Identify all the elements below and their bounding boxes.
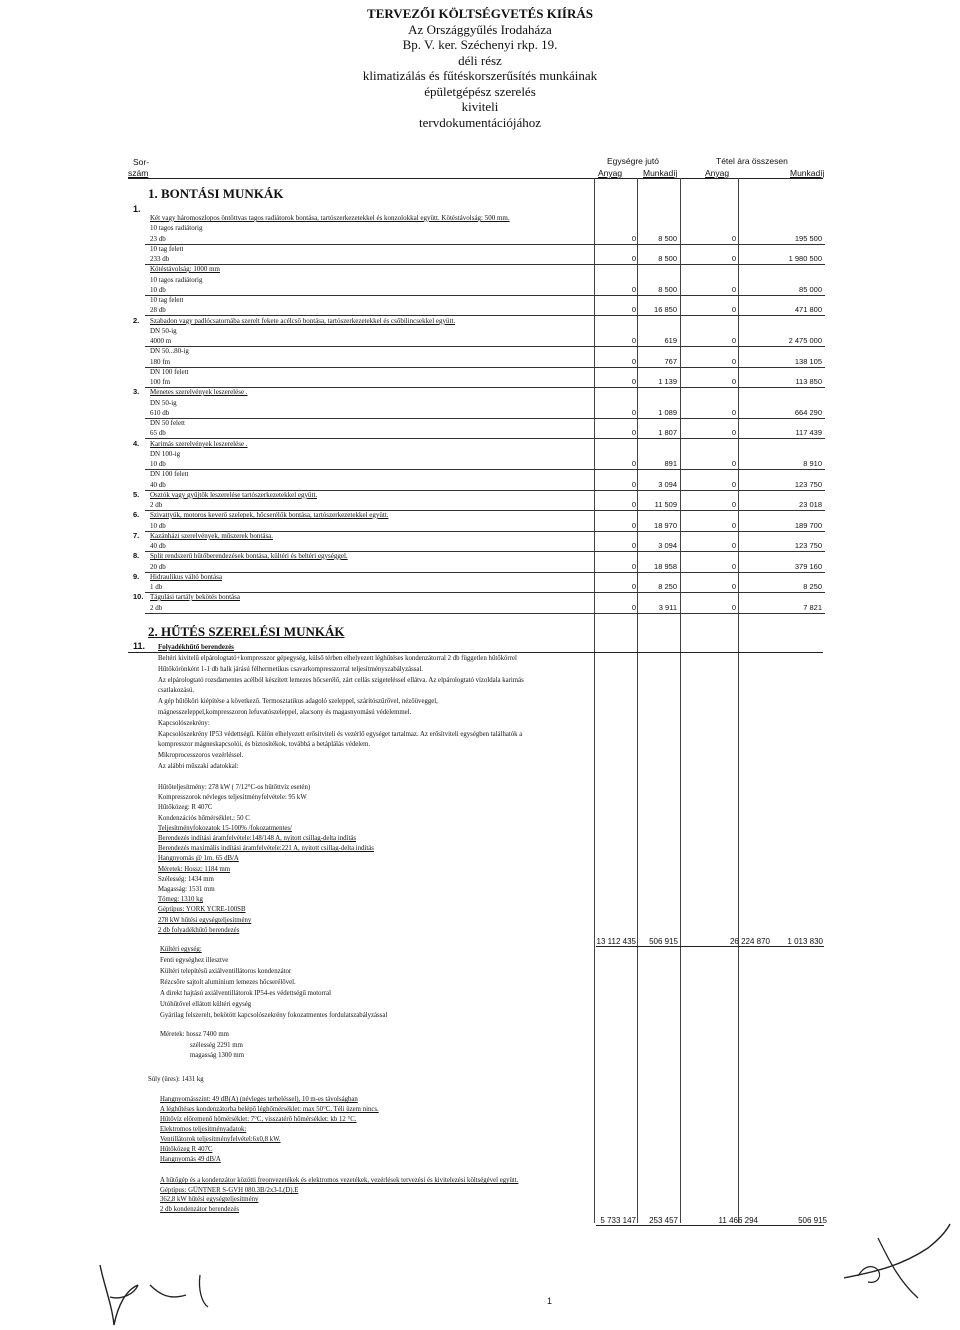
text-line: Géptípus: GÜNTNER S-GVH 080.3B/2x3-L(D).E: [160, 1187, 299, 1194]
item-description: 65 db: [150, 429, 166, 437]
signature-right: [838, 1218, 956, 1308]
total-labor: 506 915: [798, 1216, 827, 1225]
item-value: 2 475 000: [788, 336, 822, 345]
total-labor-unit: 506 915: [649, 937, 678, 946]
item-value: 0: [631, 500, 636, 509]
total-rule: [596, 1225, 824, 1226]
item-description: Split rendszerű hűtőberendezések bontása, kültéri és beltéri egységgel.: [150, 552, 348, 560]
row-rule: [145, 346, 825, 347]
text-line: 2 db kondenzátor berendezés: [160, 1206, 240, 1213]
text-line: Hangnyomásszint: 49 dB(A) (névleges terheléssel), 10 m-es távolságban: [160, 1096, 358, 1103]
item-value: 0: [631, 254, 636, 263]
text-line: Fenti egységhez illesztve: [160, 957, 229, 964]
item-description: 4000 m: [150, 337, 172, 345]
item-number: 8.: [133, 551, 140, 560]
item-value: 0: [631, 285, 636, 294]
section-title: 2. HŰTÉS SZERELÉSI MUNKÁK: [148, 624, 345, 639]
item-value: 8 250: [803, 582, 822, 591]
item-value: 0: [631, 408, 636, 417]
item-value: 18 970: [654, 521, 677, 530]
item-description: 2 db: [150, 604, 163, 612]
column-divider: [594, 178, 595, 1223]
document-header: [0, 6, 960, 130]
row-rule: [145, 295, 825, 296]
item-number: 6.: [133, 510, 140, 519]
text-line: Tömeg: 1310 kg: [158, 896, 203, 903]
text-line: Méretek: Hossz: 1184 mm: [158, 866, 231, 873]
row-rule: [128, 652, 823, 653]
item-value: 1 807: [658, 428, 677, 437]
text-line: Rézcsőre sajtolt alumínium lemezes hőcserélővel.: [160, 979, 296, 986]
item-value: 1 089: [658, 408, 677, 417]
text-line: Kapcsolószekrény IP53 védettségű. Külön elhelyezett erősítviteli és vezérlő egységet tartalmaz. Az erősítviteli egységben találhatók a: [158, 731, 523, 738]
item-value: 11 509: [654, 500, 677, 509]
weight-text: Súly (üres): 1431 kg: [148, 1076, 204, 1083]
text-line: Berendezés maximális indítási áramfelvétele:221 A, nyitott csillag-delta indítás: [158, 845, 374, 852]
item-value: 23 018: [799, 500, 822, 509]
item-value: 8 500: [658, 234, 677, 243]
row-rule: [145, 613, 825, 614]
item-value: 0: [731, 234, 736, 243]
item-description: 610 db: [150, 409, 170, 417]
item-value: 0: [731, 305, 736, 314]
item-description: Szivattyúk, motoros keverő szelepek, hőcserélők bontása, tartószerkezetekkel együtt.: [150, 511, 389, 519]
row-rule: [145, 315, 825, 316]
item-value: 1 980 500: [788, 254, 822, 263]
text-line: Hangnyomás 49 dB/A: [160, 1156, 221, 1163]
text-line: A hűtőgép és a kondenzátor közötti freonvezetékek és elektromos vezetékek, vezérlések tervezési és kivitelezési költségével együtt.: [160, 1177, 519, 1184]
item-description: 10 db: [150, 460, 166, 468]
text-line: Gyárilag felszerelt, bekötött kapcsolószekrény fokozatmentes fordulatszabályzással: [160, 1012, 388, 1019]
item-description: 10 tagos radiátorig: [150, 224, 203, 232]
item-description: 28 db: [150, 306, 166, 314]
text-line: Magasság: 1531 mm: [158, 886, 215, 893]
header-line: klimatizálás és fűtéskorszerűsítés munkáinak: [362, 68, 598, 83]
header-line: kiviteli: [461, 99, 499, 114]
text-line: Teljesítményfokozatok 15-100% /fokozatmentes/: [158, 825, 292, 832]
text-line: Szélesség: 1434 mm: [158, 876, 214, 883]
signature-left: [90, 1245, 310, 1330]
item-description: Karimás szerelvények leszerelése .: [150, 440, 248, 448]
item-description: DN 50-ig: [150, 399, 177, 407]
item-value: 195 500: [794, 234, 822, 243]
row-rule: [145, 418, 825, 419]
item-number: 1.: [133, 204, 141, 214]
col-header-tetel: Tétel ára összesen: [716, 156, 788, 166]
item-value: 117 439: [795, 428, 822, 437]
col-header-anyag: Anyag: [598, 168, 623, 178]
item-description: Két vagy háromoszlopos öntöttvas tagos radiátorok bontása, tartószerkezetekkel és konzolokkal együtt. Kötéstávolság: 500 mm.: [150, 214, 510, 222]
item-number: 2.: [133, 316, 140, 325]
item-value: 0: [631, 428, 636, 437]
text-line: Mikroprocesszoros vezérléssel.: [158, 752, 244, 759]
text-line: Elektromos teljesítményadatok:: [160, 1126, 247, 1133]
row-rule: [145, 469, 825, 470]
section-title: 1. BONTÁSI MUNKÁK: [148, 186, 284, 201]
header-line: Bp. V. ker. Széchenyi rkp. 19.: [402, 37, 558, 52]
text-line: Kültéri telepítésű axiálventillátoros kondenzátor: [160, 968, 292, 975]
item-description: Kötéstávolság: 1000 mm: [150, 265, 220, 273]
text-line: magasság 1300 mm: [190, 1052, 244, 1059]
item-value: 0: [731, 480, 736, 489]
item-value: 0: [631, 336, 636, 345]
total-material: 11 466 294: [718, 1216, 758, 1225]
text-line: Utóhűtővel ellátott kültéri egység: [160, 1001, 252, 1008]
item-value: 8 500: [658, 254, 677, 263]
text-line: Hangnyomás @ 1m. 65 dB/A: [158, 855, 239, 862]
text-line: mágnesszeleppel,kompresszoron lefuvatószeleppel, alacsony és magasnyomású védelemmel.: [158, 709, 412, 716]
item-description: Szabadon vagy padlócsatornába szerelt fekete acélcső bontása, tartószerkezetekkel és csőbilincsekkel együtt.: [150, 317, 456, 325]
text-line: Kompresszorok névleges teljesítményfelvétele: 95 kW: [158, 794, 307, 801]
item-value: 471 800: [794, 305, 822, 314]
item-value: 3 094: [658, 541, 677, 550]
col-header-sor: Sor-: [133, 157, 150, 167]
item-value: 113 850: [795, 377, 822, 386]
column-divider: [680, 178, 681, 1223]
item-value: 138 105: [794, 357, 822, 366]
item-description: 10 tag felett: [150, 245, 184, 253]
text-line: Géptípus: YORK YCRE-100SB: [158, 906, 246, 913]
header-line: épületgépész szerelés: [424, 83, 536, 99]
text-line: Hűtőközeg: R 407C: [158, 804, 213, 811]
col-header-anyag-total: Anyag: [705, 168, 730, 178]
text-line: Méretek: hossz 7400 mm: [160, 1031, 229, 1038]
item-value: 0: [631, 459, 636, 468]
item-value: 0: [731, 428, 736, 437]
text-line: 278 kW hűtési egységteljesítmény: [158, 917, 252, 924]
item-value: 16 850: [654, 305, 677, 314]
item-value: 0: [731, 521, 736, 530]
item-number: 7.: [133, 531, 140, 540]
header-line: déli rész: [458, 52, 502, 68]
item-value: 189 700: [794, 521, 822, 530]
row-rule: [145, 592, 825, 593]
item-description: 40 db: [150, 481, 166, 489]
item-value: 379 160: [794, 562, 822, 571]
item-value: 85 000: [799, 285, 822, 294]
item-description: Kazánházi szerelvények, műszerek bontása.: [150, 532, 274, 540]
item-description: 10 tag felett: [150, 296, 184, 304]
item-description: 10 db: [150, 286, 166, 294]
row-rule: [145, 572, 825, 573]
item-description: Menetes szerelvények leszerelése .: [150, 388, 248, 396]
item-description: 2 db: [150, 501, 163, 509]
text-line: Hűtővíz előremenő hőmérséklet: 7°C, visszatérő hőmérséklet: kb 12 °C.: [160, 1116, 357, 1123]
item-number: 9.: [133, 572, 140, 581]
header-line: Az Országgyűlés Irodaháza: [408, 21, 552, 37]
col-header-munkadij: Munkadíj: [643, 168, 678, 178]
header-rule: [128, 178, 823, 179]
col-header-egysegre: Egységre jutó: [607, 156, 659, 166]
item-value: 0: [631, 305, 636, 314]
item-value: 0: [631, 521, 636, 530]
item-value: 0: [631, 562, 636, 571]
total-material-unit: 13 112 435: [596, 937, 636, 946]
item-number: 3.: [133, 387, 140, 396]
text-line: Ventillátorok teljesítményfelvétel:6x0,8 kW.: [160, 1136, 281, 1143]
row-rule: [145, 438, 825, 439]
item-value: 0: [631, 234, 636, 243]
item-value: 0: [731, 377, 736, 386]
item-value: 0: [731, 285, 736, 294]
item-value: 0: [731, 582, 736, 591]
item-value: 3 094: [658, 480, 677, 489]
text-line: Hűtőteljesítmény: 278 kW ( 7/12°C-os hűtőttvíz esetén): [158, 784, 311, 791]
total-rule: [596, 946, 824, 947]
item-description: DN 100 felett: [150, 470, 189, 478]
item-description: DN 50 felett: [150, 419, 185, 427]
item-value: 8 250: [658, 582, 677, 591]
col-header-munkadij-total: Munkadíj: [790, 168, 825, 178]
item-value: 0: [731, 500, 736, 509]
text-line: Hűtőközeg R 407C: [160, 1146, 213, 1153]
text-line: Kapcsolószekrény:: [158, 720, 210, 727]
text-line: Hűtőkörönként 1-1 db halk járású félhermetikus csavarkompresszorral teljesítményszabályzással.: [158, 666, 423, 673]
total-labor: 1 013 830: [787, 937, 823, 946]
total-material-unit: 5 733 147: [600, 1216, 636, 1225]
item-value: 0: [631, 357, 636, 366]
text-line: A direkt hajtású axiálventillátorok IP54-es védettségű motorral: [160, 990, 332, 997]
item-description: 180 fm: [150, 358, 171, 366]
item-value: 0: [631, 480, 636, 489]
item-value: 664 290: [794, 408, 822, 417]
item-description: 23 db: [150, 235, 166, 243]
item-value: 0: [731, 336, 736, 345]
item-value: 0: [631, 582, 636, 591]
text-line: Az elpárologtató rozsdamentes acélból készített lemezes hőcserélő, zárt cellás szigeteléssel ellátva. Az elpárologtató vízoldala karimás: [158, 677, 524, 684]
item-value: 0: [631, 377, 636, 386]
item-value: 0: [631, 541, 636, 550]
item-title: Folyadékhűtő berendezés: [158, 643, 234, 651]
item-description: DN 100 felett: [150, 368, 189, 376]
text-line: csatlakozású.: [158, 687, 195, 694]
item-value: 0: [731, 541, 736, 550]
item-description: 1 db: [150, 583, 163, 591]
text-line: A léghűtéses kondenzátorba belépő léghőmérséklet: max 50°C. Téli üzem nincs.: [160, 1106, 379, 1113]
total-labor-unit: 253 457: [649, 1216, 678, 1225]
item-value: 0: [731, 254, 736, 263]
item-description: Tágulási tartály bekötés bontása: [150, 593, 240, 601]
item-description: 10 tagos radiátorig: [150, 276, 203, 284]
item-value: 123 750: [794, 480, 822, 489]
item-value: 3 911: [658, 603, 677, 612]
item-value: 7 821: [803, 603, 822, 612]
item-value: 0: [731, 408, 736, 417]
header-line: tervdokumentációjához: [418, 114, 541, 130]
row-rule: [145, 367, 825, 368]
item-description: DN 50...80-ig: [150, 347, 189, 355]
text-line: szélesség 2291 mm: [190, 1042, 243, 1049]
item-value: 8 500: [658, 285, 677, 294]
item-description: DN 50-ig: [150, 327, 177, 335]
item-value: 0: [731, 357, 736, 366]
item-value: 1 139: [658, 377, 677, 386]
item-description: Hidraulikus váltó bontása: [150, 573, 222, 581]
item-value: 0: [731, 459, 736, 468]
item-description: Osztók vagy gyűjtők leszerelése tartószerkezetekkel együtt.: [150, 491, 318, 499]
col-header-szam: szám: [128, 168, 149, 178]
item-number: 4.: [133, 439, 140, 448]
text-line: A gép hűtőköri kiépítése a következő. Termosztatikus adagoló szeleppel, szárítószűrővel, nézőüveggel,: [158, 698, 438, 705]
text-line: 362,8 kW hűtési egységteljesítmény: [160, 1196, 259, 1203]
item-description: DN 100-ig: [150, 450, 181, 458]
page-number: 1: [547, 1296, 553, 1306]
row-rule: [145, 244, 825, 245]
item-value: 123 750: [794, 541, 822, 550]
item-description: 40 db: [150, 542, 166, 550]
total-material: 26 224 870: [729, 937, 770, 946]
item-value: 891: [664, 459, 677, 468]
item-value: 18 958: [654, 562, 677, 571]
row-rule: [145, 264, 825, 265]
item-description: 10 db: [150, 522, 166, 530]
text-line: kompresszor mágneskapcsolói, és biztosítékok, továbbá a betáplálás védelem.: [158, 741, 371, 748]
text-line: 2 db folyadékhűtő berendezés: [158, 927, 240, 934]
item-number: 5.: [133, 490, 140, 499]
item-value: 767: [664, 357, 677, 366]
text-line: Beltéri kivitelű elpárologtató+kompresszor gépegység, külső térben elhelyezett léghűtéses kondenzátorral 2 db független hűtőkörrel: [158, 655, 517, 662]
text-line: Kültéri egység:: [160, 946, 202, 953]
item-number: 11.: [133, 641, 146, 651]
item-value: 8 910: [803, 459, 822, 468]
item-number: 10.: [133, 592, 144, 601]
item-value: 0: [731, 603, 736, 612]
text-line: Az alábbi műszaki adatokkal:: [158, 763, 239, 770]
column-divider: [738, 178, 739, 1223]
text-line: Kondenzációs hőmérséklet.: 50 C: [158, 815, 250, 822]
item-description: 20 db: [150, 563, 166, 571]
item-value: 0: [631, 603, 636, 612]
item-description: 100 fm: [150, 378, 171, 386]
document-title: TERVEZŐI KÖLTSÉGVETÉS KIÍRÁS: [367, 6, 593, 21]
item-description: 233 db: [150, 255, 170, 263]
item-value: 0: [731, 562, 736, 571]
item-value: 619: [664, 336, 677, 345]
text-line: Berendezés indítási áramfelvétele:148/148 A, nyitott csillag-delta indítás: [158, 835, 356, 842]
column-divider: [637, 178, 638, 1223]
